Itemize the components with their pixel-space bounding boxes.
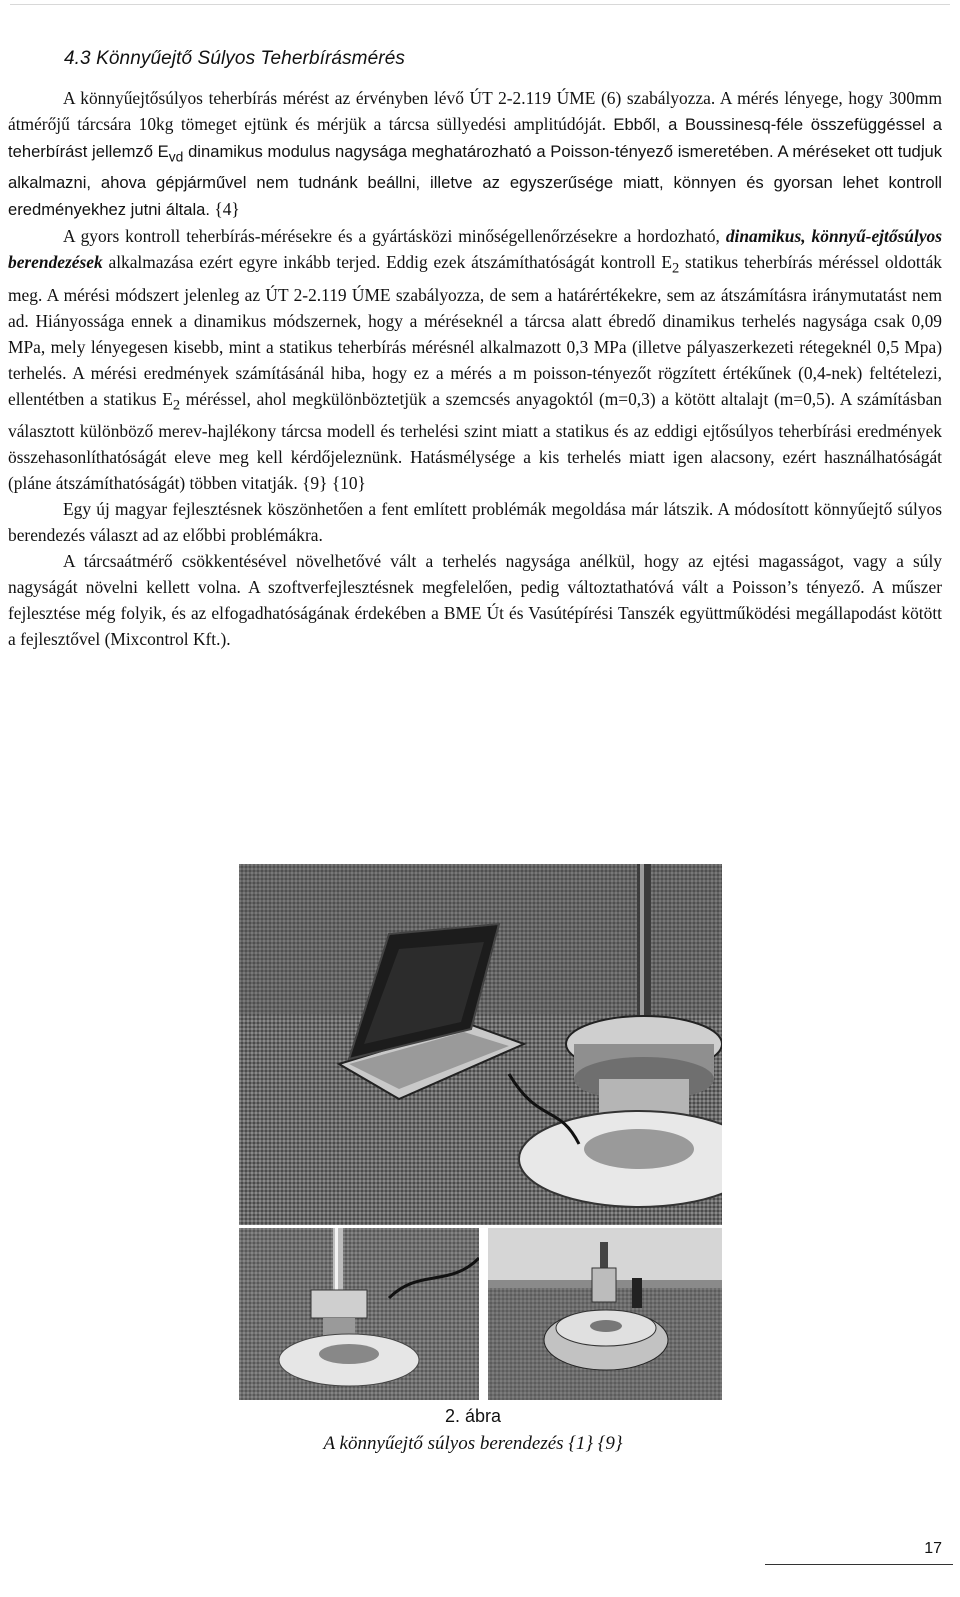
photo-device-with-laptop bbox=[239, 864, 722, 1225]
p2-text-b2: statikus teherbírás méréssel oldották meg. A mérési módszert jelenleg az ÚT 2-2.119 ÚME szabályozza, de sem a határértékekre, sem az átszámításra iránymutatást nem ad. Hiányossága ennek a dinamikus módszernek, hogy a méréseknél a tárcsa alatt ébredő dinamikus terhelés nagysága csak 0,09 MPa, mely lényegesen kisebb, mint a statikus teherbírás mérésnél alkalmazott 0,3 MPa (illetve pályaszerkezeti rétegeknél 0,5 Mpa) terhelés. A mérési eredmények számításánál hiba, hogy ez a mérés a m poisson-tényezőt rögzített értékűnek (0,4-nek) feltételezi, ellentétben a statikus E bbox=[8, 252, 942, 409]
p1-evd-text-2: dinamikus modulus nagysága meghatározható a Poisson-tényező ismeretében. bbox=[183, 142, 774, 161]
p1-sentence-c: A méréseket ott tudjuk alkalmazni, ahova gépjárművel nem tudnánk beállni, illetve az egyszerűsége miatt, könnyen és gyorsan lehet kontroll eredményekhez jutni általa. bbox=[8, 142, 942, 220]
p1-ref: {4} bbox=[214, 199, 240, 220]
p1-evd-text: Ebből, a Boussinesq-féle összefüggéssel a teherbírást jellemző E bbox=[8, 115, 942, 161]
p2-e2-subscript-2: 2 bbox=[172, 397, 181, 414]
top-border bbox=[10, 4, 950, 5]
paragraph-4: A tárcsaátmérő csökkentésével növelhetővé vált a terhelés nagysága anélkül, hogy az ejtési magasságot, vagy a súly nagyságát növelni kellett volna. A szoftverfejlesztésnek megfelelően, pedig változtathatóvá vált a Poisson’s tényező. A műszer fejlesztése még folyik, és az elfogadhatóságának érdekében a BME Út és Vasútépírési Tanszék együttműködési megállapodást kötött a fejlesztővel (Mixcontrol Kft.). bbox=[8, 551, 942, 650]
p2-text-b1: alkalmazása ezért egyre inkább terjed. Eddig ezek átszámíthatóságát kontroll E bbox=[108, 252, 672, 273]
body-text bbox=[8, 85, 942, 652]
p1-evd-subscript: vd bbox=[168, 148, 184, 165]
page-number-rule bbox=[765, 1564, 953, 1565]
paragraph-2 bbox=[8, 223, 942, 496]
p1-sentence-a: A könnyűejtősúlyos teherbírás mérést az érvényben lévő ÚT 2-2.119 ÚME (6) szabályozza. A mérés lényege, hogy 300mm átmérőjű tárcsára 10kg tömeget ejtünk és mérjük a tárcsa süllyedési amplitúdóját. bbox=[8, 88, 942, 134]
section-heading: 4.3 Könnyűejtő Súlyos Teherbírásmérés bbox=[64, 48, 405, 69]
photo-device-on-runway bbox=[488, 1228, 722, 1400]
page-number: 17 bbox=[924, 1540, 942, 1557]
figure-number: 2. ábra bbox=[444, 1406, 502, 1426]
p2-text-a: A gyors kontroll teherbírás-mérésekre és a gyártásközi minőségellenőrzésekre a hordozható, bbox=[63, 226, 720, 247]
p2-text-b3: méréssel, ahol megkülönböztetjük a szemcsés anyagoktól (m=0,3) a kötött altalajt (m=0,5). A számításban választott különböző merev-hajlékony tárcsa modell és terhelési szint miatt a statikus és az eddigi ejtősúlyos teherbírási eredmények összehasonlíthatóságát eleve meg kell kérdőjeleznünk. Hatásmélysége a kis terhelés miatt igen alacsony, ezért használhatóságát (pláne átszámíthatóságát) többen vitatják. {9} {10} bbox=[8, 388, 942, 494]
paragraph-3: Egy új magyar fejlesztésnek köszönhetően a fent említett problémák megoldása már látszik. A módosított könnyűejtő súlyos berendezés választ ad az előbbi problémákra. bbox=[8, 499, 942, 546]
figure-caption: A könnyűejtő súlyos berendezés {1} {9} bbox=[323, 1433, 623, 1454]
p2-e2-subscript: 2 bbox=[672, 260, 680, 277]
p2-bold-term: dinamikus, könnyű-ejtősúlyos berendezések bbox=[8, 226, 942, 273]
paragraph-1 bbox=[8, 85, 942, 223]
photo-device-closeup bbox=[239, 1228, 479, 1400]
